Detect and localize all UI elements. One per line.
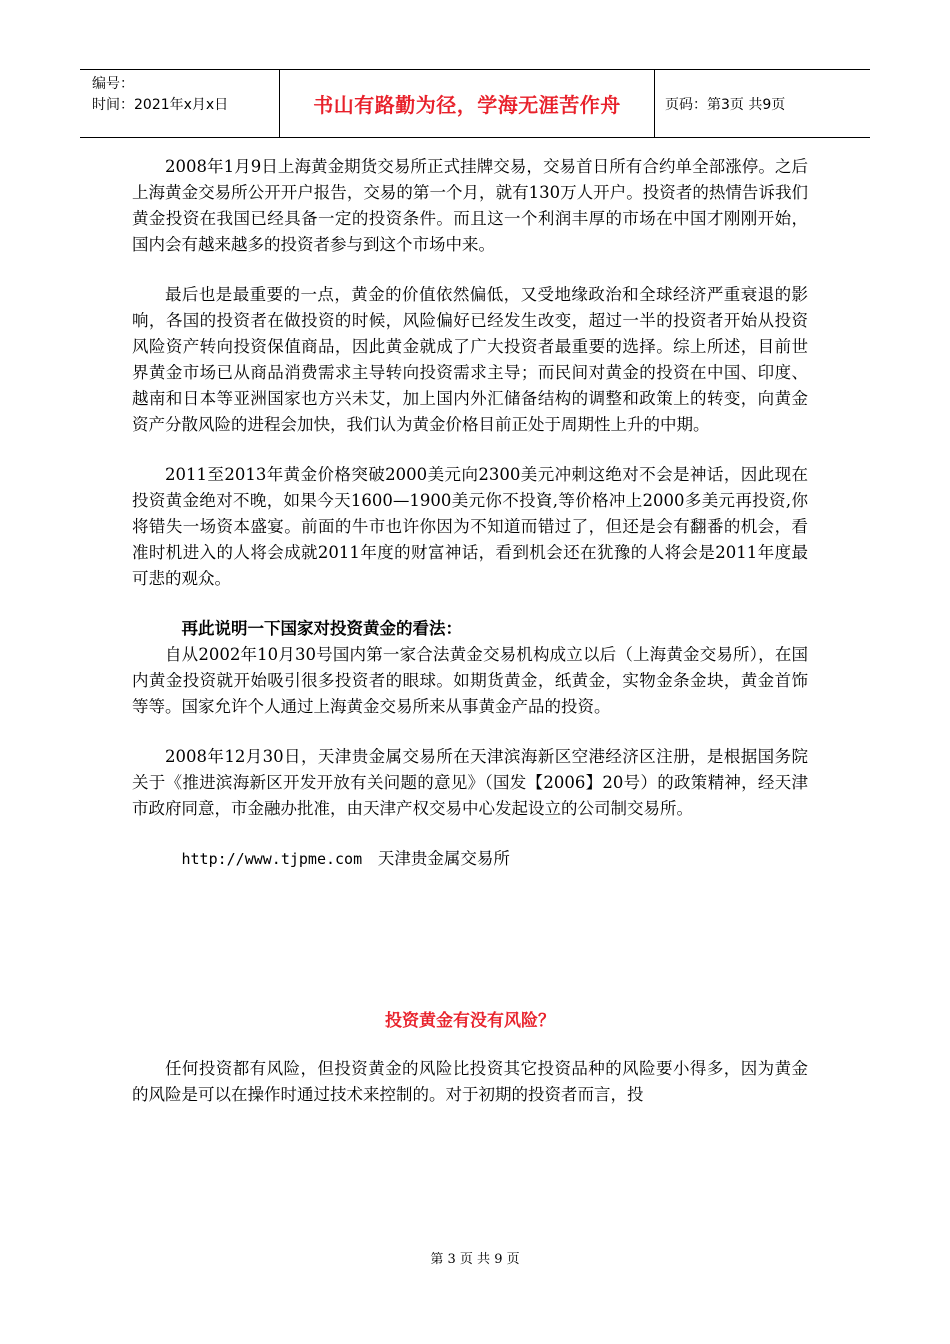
section-title-risk: 投资黄金有没有风险？: [385, 1011, 555, 1031]
header-page-info: 页码：第3页 共9页: [665, 96, 786, 113]
page-footer: 第 3 页 共 9 页: [430, 1252, 520, 1267]
paragraph-national-view: 自从2002年10月30号国内第一家合法黄金交易机构成立以后（上海黄金交易所），在国内黄金投资就开始吸引很多投资者的眼球。如期货黄金，纸黄金，实物金条金块，黄金首饰等等。国家允许个人通过上海黄金交易所来从事黄金产品的投资。: [132, 645, 808, 716]
page-header: [80, 69, 870, 138]
paragraph-shanghai-futures: 2008年1月9日上海黄金期货交易所正式挂牌交易，交易首日所有合约单全部涨停。之后上海黄金交易所公开开户报告，交易的第一个月，就有130万人开户。投资者的热情告诉我们黄金投资在我国已经具备一定的投资条件。而且这一个利润丰厚的市场在中国才刚刚开始，国内会有越来越多的投资者参与到这个市场中来。: [132, 157, 808, 254]
document-body: [132, 154, 808, 1108]
url-line: [132, 846, 808, 872]
paragraph-tianjin-exchange: 2008年12月30日，天津贵金属交易所在天津滨海新区空港经济区注册，是根据国务院关于《推进滨海新区开发开放有关问题的意见》（国发【2006】20号）的政策精神，经天津市政府同意，市金融办批准，由天津产权交易中心发起设立的公司制交易所。: [132, 747, 808, 818]
time-label: 时间：2021年x月x日: [92, 97, 229, 113]
header-meta: [80, 70, 280, 137]
national-view-heading: 再此说明一下国家对投资黄金的看法：: [181, 619, 462, 638]
paragraph-gold-value: 最后也是最重要的一点，黄金的价值依然偏低，又受地缘政治和全球经济严重衰退的影响，各国的投资者在做投资的时候，风险偏好已经发生改变，超过一半的投资者开始从投资风险资产转向投资保值商品，因此黄金就成了广大投资者最重要的选择。综上所述，目前世界黄金市场已从商品消费需求主导转向投资需求主导；而民间对黄金的投资在中国、印度、越南和日本等亚洲国家也方兴未艾，加上国内外汇储备结构的调整和政策上的转变，向黄金资产分散风险的进程会加快，我们认为黄金价格目前正处于周期性上升的中期。: [132, 285, 808, 434]
header-motto: 书山有路勤为径，学海无涯苦作舟: [280, 70, 655, 137]
exchange-url-link[interactable]: http://www.tjpme.com: [181, 850, 363, 868]
paragraph-price-forecast: 2011至2013年黄金价格突破2000美元向2300美元冲刺这绝对不会是神话，因此现在投资黄金绝对不晚，如果今天1600—1900美元你不投資,等价格冲上2000多美元再投资,你将错失一场资本盛宴。前面的牛市也许你因为不知道而错过了，但还是会有翻番的机会，看准时机进入的人将会成就2011年度的财富神话，看到机会还在犹豫的人将会是2011年度最可悲的观众。: [132, 465, 808, 588]
exchange-url-label: 天津贵金属交易所: [377, 849, 510, 868]
serial-label: 编号：: [92, 76, 134, 92]
paragraph-risk: 任何投资都有风险，但投资黄金的风险比投资其它投资品种的风险要小得多，因为黄金的风险是可以在操作时通过技术来控制的。对于初期的投资者而言，投: [132, 1059, 808, 1104]
